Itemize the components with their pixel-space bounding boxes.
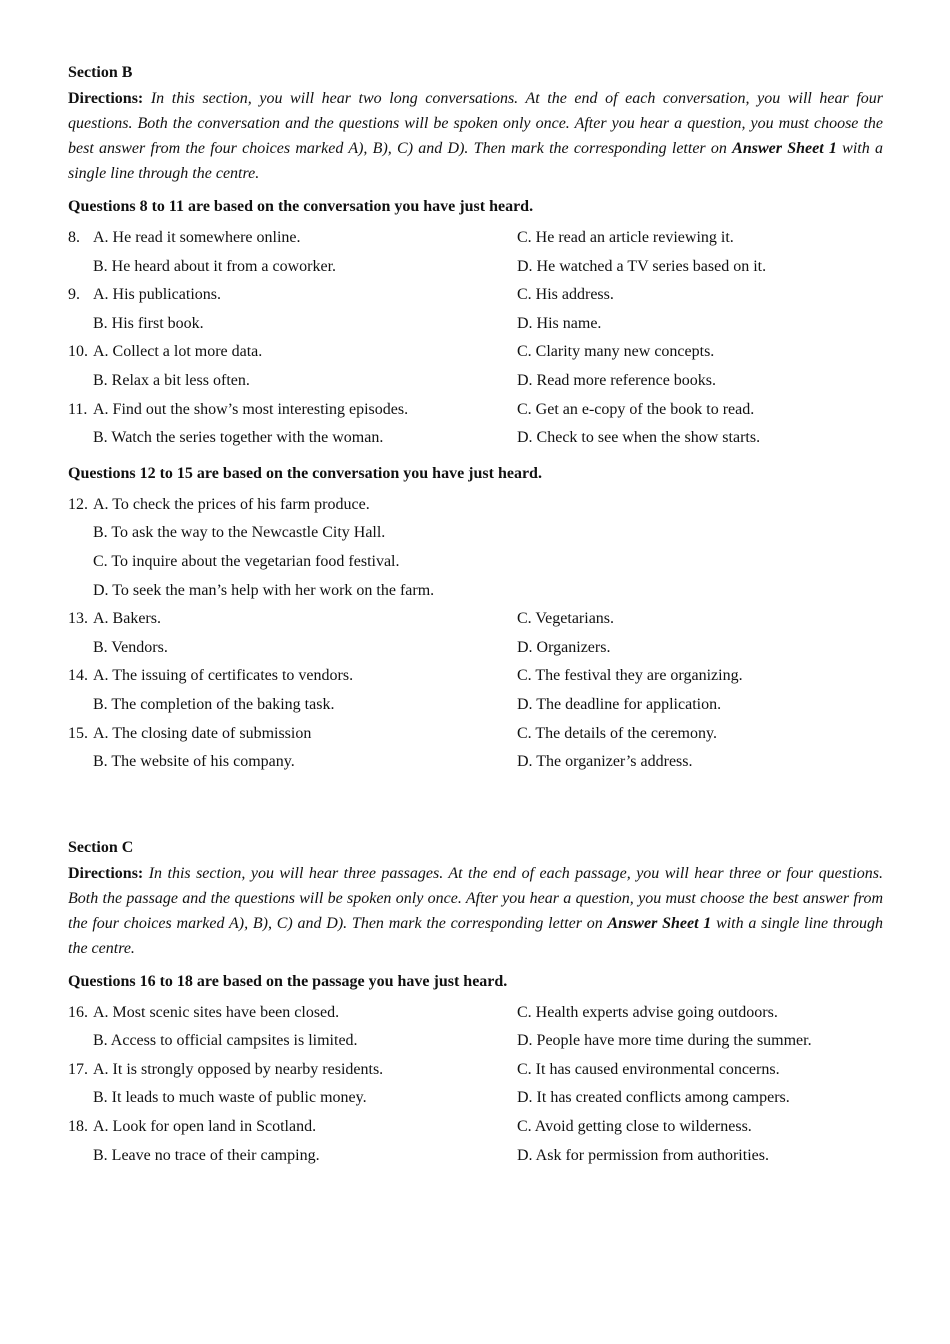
option-b: B. Vendors. — [93, 638, 168, 656]
option-c: C. Clarity many new concepts. — [517, 343, 715, 361]
option-c: C. Avoid getting close to wilderness. — [517, 1118, 752, 1136]
question-8 — [68, 224, 883, 281]
option-a: A. His publications. — [93, 286, 221, 304]
option-b: B. To ask the way to the Newcastle City Hall. — [93, 524, 386, 542]
option-d: D. People have more time during the summer. — [517, 1032, 812, 1050]
directions-label: Directions: — [68, 90, 144, 107]
option-c: C. To inquire about the vegetarian food festival. — [93, 552, 400, 570]
section-c-title: Section C — [68, 838, 134, 856]
option-a: A. The closing date of submission — [93, 724, 312, 742]
option-c: C. Get an e-copy of the book to read. — [517, 400, 755, 418]
option-d: D. Ask for permission from authorities. — [517, 1146, 769, 1164]
option-d: D. Read more reference books. — [517, 371, 717, 389]
question-14 — [68, 662, 883, 719]
option-a: A. He read it somewhere online. — [93, 229, 301, 246]
question-number: 9. — [68, 286, 80, 304]
option-c: C. The details of the ceremony. — [517, 724, 717, 742]
option-a: A. Look for open land in Scotland. — [93, 1118, 317, 1136]
question-number: 13. — [68, 610, 88, 628]
option-a: A. Find out the show’s most interesting episodes. — [93, 400, 409, 418]
question-10 — [68, 338, 883, 395]
directions-answer-sheet: Answer Sheet 1 — [607, 914, 712, 932]
option-a: A. To check the prices of his farm produce. — [93, 495, 370, 513]
question-number: 11. — [68, 400, 88, 418]
question-9 — [68, 281, 883, 338]
question-16 — [68, 999, 883, 1056]
option-d: D. To seek the man’s help with her work on the farm. — [93, 581, 435, 599]
option-b: B. It leads to much waste of public money. — [93, 1089, 367, 1107]
option-b: B. Access to official campsites is limited. — [93, 1032, 358, 1050]
directions-text-end: with a single line through the centre. — [68, 914, 884, 957]
option-c: C. Health experts advise going outdoors. — [517, 1003, 778, 1021]
option-c: C. It has caused environmental concerns. — [517, 1060, 780, 1078]
question-number: 18. — [68, 1118, 88, 1136]
directions-text: In this section, you will hear two long conversations. At the end of each conversation, you will hear four questions. Both the conversation and the questions will be spoken only once. After you hear a question, you must choose the best answer from the four choices marked A), B), C) and D). Then mark the corresponding letter on — [68, 90, 884, 157]
option-d: D. It has created conflicts among campers. — [517, 1089, 790, 1107]
question-number: 10. — [68, 343, 88, 361]
section-c-directions — [68, 861, 883, 961]
directions-label: Directions: — [68, 864, 144, 882]
option-d: D. Check to see when the show starts. — [517, 429, 761, 447]
option-c: C. Vegetarians. — [517, 610, 615, 628]
option-a: A. Bakers. — [93, 610, 161, 628]
option-a: A. It is strongly opposed by nearby residents. — [93, 1060, 384, 1078]
option-b: B. The website of his company. — [93, 753, 295, 771]
question-11 — [68, 396, 883, 453]
question-number: 14. — [68, 667, 88, 685]
question-number: 15. — [68, 724, 88, 742]
option-d: D. Organizers. — [517, 638, 611, 656]
option-d: D. He watched a TV series based on it. — [517, 257, 767, 275]
question-number: 17. — [68, 1060, 88, 1078]
option-b: B. Relax a bit less often. — [93, 371, 250, 389]
question-18 — [68, 1113, 883, 1170]
option-b: B. Watch the series together with the woman. — [93, 429, 384, 447]
question-group-heading: Questions 8 to 11 are based on the conversation you have just heard. — [68, 198, 534, 215]
question-number: 12. — [68, 495, 88, 513]
question-17 — [68, 1056, 883, 1113]
question-number: 8. — [68, 229, 80, 246]
option-a: A. Most scenic sites have been closed. — [93, 1003, 340, 1021]
option-a: A. The issuing of certificates to vendors. — [93, 667, 354, 685]
question-13 — [68, 605, 883, 662]
directions-text-end: with a single line through the centre. — [68, 140, 883, 182]
option-c: C. He read an article reviewing it. — [517, 229, 734, 246]
question-number: 16. — [68, 1003, 88, 1021]
option-d: D. The organizer’s address. — [517, 753, 693, 771]
option-a: A. Collect a lot more data. — [93, 343, 263, 361]
question-12 — [68, 491, 883, 605]
option-b: B. Leave no trace of their camping. — [93, 1146, 320, 1164]
option-b: B. The completion of the baking task. — [93, 695, 335, 713]
option-b: B. His first book. — [93, 314, 204, 332]
question-group-heading: Questions 16 to 18 are based on the passage you have just heard. — [68, 972, 508, 990]
exam-page — [68, 62, 883, 1170]
question-15 — [68, 720, 883, 777]
option-c: C. The festival they are organizing. — [517, 667, 743, 685]
directions-answer-sheet: Answer Sheet 1 — [732, 140, 837, 157]
option-d: D. The deadline for application. — [517, 695, 722, 713]
section-b-directions — [68, 86, 883, 186]
directions-text: In this section, you will hear three passages. At the end of each passage, you will hear three or four questions. Both the passage and the questions will be spoken only once. After you hear a question, you must choose the best answer from the four choices marked A), B), C) and D). Then mark the corresponding letter on — [68, 864, 884, 932]
option-b: B. He heard about it from a coworker. — [93, 257, 337, 275]
section-b-title: Section B — [68, 64, 133, 81]
option-d: D. His name. — [517, 314, 602, 332]
question-group-heading: Questions 12 to 15 are based on the conversation you have just heard. — [68, 464, 542, 482]
option-c: C. His address. — [517, 286, 614, 304]
